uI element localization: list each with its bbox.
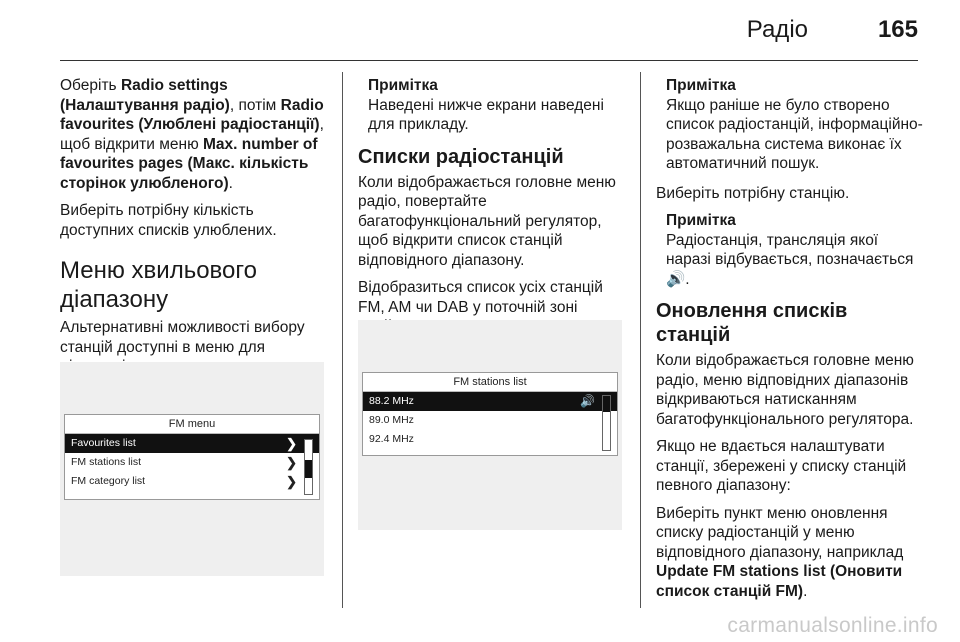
menu-path-text: Radio favourites (Улюблені радіостанції) <box>60 96 324 133</box>
col3-note-1 <box>666 76 924 174</box>
col2-note <box>368 76 626 135</box>
fm-menu-screenshot <box>60 362 324 576</box>
scrollbar-thumb[interactable] <box>305 460 312 478</box>
watermark: carmanualsonline.info <box>727 614 938 637</box>
column-1 <box>60 76 328 385</box>
fm-menu-display <box>64 414 320 500</box>
page-number: 165 <box>877 16 918 43</box>
page-header-title: Радіо <box>746 16 808 43</box>
col3-paragraph-3: Якщо не вдається налаштувати станції, збережені у списку станцій певного діапазону: <box>656 438 907 494</box>
chevron-right-icon: ❯ <box>286 455 297 470</box>
fm-menu-item-label: FM category list <box>71 475 146 487</box>
column-divider-2 <box>640 72 641 608</box>
fm-menu-item[interactable] <box>65 472 319 491</box>
col1-paragraph-3: Альтернативні можливості вибору станцій доступні в меню для <box>60 319 305 356</box>
col2-heading: Списки радіостанцій <box>358 145 564 168</box>
column-3 <box>656 76 924 609</box>
fm-menu-item-label: Favourites list <box>71 437 136 449</box>
menu-path-text: Max. number of favourites pages (Макс. кількість сторінок улюбленого) <box>60 135 318 192</box>
col3-paragraph-1: Виберіть потрібну станцію. <box>656 184 850 202</box>
station-label: 89.0 MHz <box>369 414 414 426</box>
col2-paragraph-2: Відобразиться список усіх станцій FM, AM чи DAB у поточній зоні <box>358 279 603 316</box>
col3-paragraph-2: Коли відображається головне меню радіо, меню відповідних діапазонів відкриваються натисканням багатофункціонального регулятора. <box>656 352 914 428</box>
fm-stations-title: FM stations list <box>363 373 617 392</box>
body-text: Оберіть <box>60 77 121 94</box>
menu-path-text: Update FM stations list (Оновити список станцій FM) <box>656 563 903 600</box>
chevron-right-icon: ❯ <box>286 474 297 489</box>
note-text: Наведені нижче екрани наведені для прикладу. <box>368 96 604 133</box>
note-text: Радіостанція, трансляція якої наразі відбувається, позначається 🔊. <box>666 231 914 288</box>
column-2 <box>358 76 626 345</box>
note-title: Примітка <box>368 77 438 94</box>
col3-paragraph-4 <box>656 504 924 602</box>
scrollbar[interactable] <box>304 439 313 495</box>
header-rule <box>60 60 918 61</box>
col1-paragraph-2: Виберіть потрібну кількість доступних списків улюблених. <box>60 202 277 239</box>
body-text: , щоб відкрити меню <box>60 116 324 153</box>
fm-stations-screenshot <box>358 320 622 530</box>
note-title: Примітка <box>666 212 736 229</box>
station-item[interactable] <box>363 411 617 430</box>
note-title: Примітка <box>666 77 736 94</box>
column-divider-1 <box>342 72 343 608</box>
menu-path-text: Radio settings (Налаштування радіо) <box>60 77 230 114</box>
scrollbar-thumb[interactable] <box>603 396 610 412</box>
fm-menu-title: FM menu <box>65 415 319 434</box>
col2-paragraph-1: Коли відображається головне меню радіо, повертайте багатофункціональний регулятор, щоб відкрити список станцій відповідного діапазону. <box>358 173 616 269</box>
body-text: . <box>228 174 233 192</box>
fm-menu-item[interactable] <box>65 453 319 472</box>
station-item[interactable] <box>363 430 617 449</box>
chevron-right-icon: ❯ <box>286 436 297 451</box>
station-label: 88.2 MHz <box>369 395 414 407</box>
body-text: . <box>803 582 808 600</box>
station-label: 92.4 MHz <box>369 433 414 445</box>
fm-stations-display <box>362 372 618 456</box>
station-item[interactable] <box>363 392 617 411</box>
body-text: , потім <box>229 96 281 114</box>
speaker-icon: 🔊 <box>580 394 595 408</box>
col1-heading: Меню хвильового діапазону <box>60 257 257 313</box>
scrollbar[interactable] <box>602 395 611 451</box>
fm-menu-item-label: FM stations list <box>71 456 142 468</box>
col3-heading: Оновлення списків станцій <box>656 300 848 346</box>
fm-menu-item[interactable] <box>65 434 319 453</box>
body-text: Виберіть пункт меню оновлення списку радіостанцій у меню відповідного діапазону, наприклад <box>656 504 904 561</box>
note-text: Якщо раніше не було створено список радіостанцій, інформаційно-розважальна система виконає їх автоматичний пошук. <box>666 96 923 172</box>
col3-note-2 <box>666 211 924 289</box>
col1-paragraph-1 <box>60 76 328 193</box>
